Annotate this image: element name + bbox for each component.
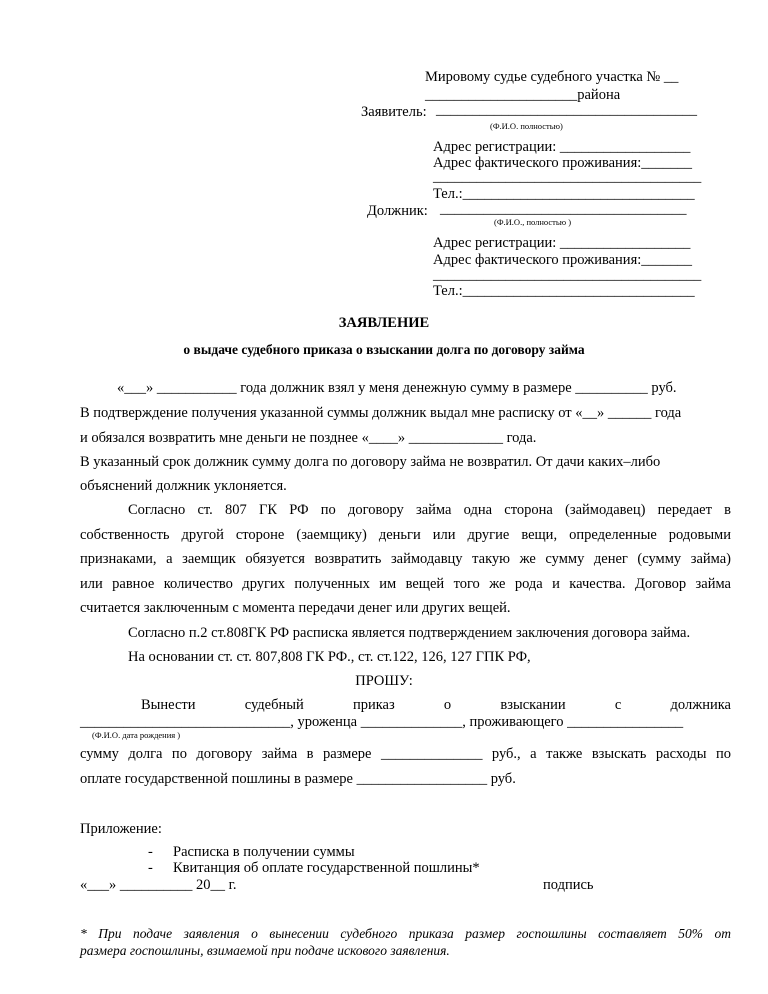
applicant-reg-address[interactable]: Адрес регистрации: __________________	[433, 139, 691, 155]
request-name-hint: (Ф.И.О. дата рождения )	[92, 730, 181, 740]
debtor-reg-address[interactable]: Адрес регистрации: __________________	[433, 235, 691, 251]
document-title: ЗАЯВЛЕНИЕ	[338, 315, 430, 331]
article-807-line-1: Согласно ст. 807 ГК РФ по договору займа одна сторона (займодавец) передает в	[128, 502, 731, 518]
footnote-line-1: * При подаче заявления о вынесении судебного приказа размер госпошлины составляет 50% от	[80, 926, 731, 941]
addressee-line: Мировому судье судебного участка № __	[425, 69, 679, 85]
article-807-line-3: признаками, а заемщик обязуется возвратить займодавцу такую же сумму денег (сумму займа)	[80, 551, 731, 567]
attachment-item-1: Расписка в получении суммы	[173, 844, 355, 860]
legal-basis-line: На основании ст. ст. 807,808 ГК РФ., ст. ст.122, 126, 127 ГПК РФ,	[128, 649, 531, 665]
debtor-name-hint: (Ф.И.О., полностью )	[494, 217, 572, 227]
article-807-line-4: или равное количество других полученных им вещей того же рода и качества. Договор займа	[80, 576, 731, 592]
date-field[interactable]: «___» __________ 20__ г.	[80, 877, 237, 893]
request-line-3: сумму долга по договору займа в размере ______________ руб., а также взыскать расходы по	[80, 746, 731, 762]
attachments-label: Приложение:	[80, 821, 162, 837]
applicant-address-blank[interactable]: _____________________________________	[433, 169, 702, 185]
request-line-1: Вынести судебный приказ о взыскании с должника	[141, 697, 731, 713]
debtor-phone[interactable]: Тел.:________________________________	[433, 283, 695, 299]
footnote-line-2: размера госпошлины, взимаемой при подаче искового заявления.	[80, 943, 450, 958]
request-heading: ПРОШУ:	[355, 673, 413, 689]
debtor-address-blank[interactable]: _____________________________________	[433, 267, 702, 283]
body-line-5: объяснений должник уклоняется.	[80, 478, 287, 494]
body-line-1: «___» ___________ года должник взял у меня денежную сумму в размере __________ руб.	[117, 380, 677, 396]
signature-label: подпись	[543, 877, 594, 893]
attachment-bullet: -	[148, 844, 153, 860]
document-subtitle: о выдаче судебного приказа о взыскании долга по договору займа	[183, 342, 585, 357]
article-807-line-5: считается заключенным с момента передачи денег или других вещей.	[80, 600, 511, 616]
debtor-label: Должник:	[367, 203, 428, 219]
body-line-4: В указанный срок должник сумму долга по договору займа не возвратил. От дачи каких–либо	[80, 454, 661, 470]
debtor-name-field[interactable]: __________________________________	[440, 201, 687, 217]
request-line-2[interactable]: _____________________________, уроженца ______________, проживающего ________________	[80, 714, 684, 730]
applicant-phone[interactable]: Тел.:________________________________	[433, 186, 695, 202]
applicant-label: Заявитель:	[361, 104, 427, 120]
attachment-bullet: -	[148, 860, 153, 876]
applicant-name-field[interactable]: ____________________________________	[436, 102, 697, 118]
applicant-actual-address[interactable]: Адрес фактического проживания:_______	[433, 155, 693, 171]
body-line-2: В подтверждение получения указанной суммы должник выдал мне расписку от «__» ______ года	[80, 405, 682, 421]
applicant-name-hint: (Ф.И.О. полностью)	[490, 121, 563, 131]
district-line: _____________________района	[425, 87, 621, 103]
body-line-3: и обязался возвратить мне деньги не позднее «____» _____________ года.	[80, 430, 537, 446]
attachment-item-2: Квитанция об оплате государственной пошлины*	[173, 860, 480, 876]
debtor-actual-address[interactable]: Адрес фактического проживания:_______	[433, 252, 693, 268]
article-807-line-2: собственность другой стороне (заемщику) деньги или другие вещи, определенные родовыми	[80, 527, 731, 543]
request-line-4: оплате государственной пошлины в размере __________________ руб.	[80, 771, 516, 787]
article-808-line: Согласно п.2 ст.808ГК РФ расписка является подтверждением заключения договора займа.	[128, 625, 691, 641]
